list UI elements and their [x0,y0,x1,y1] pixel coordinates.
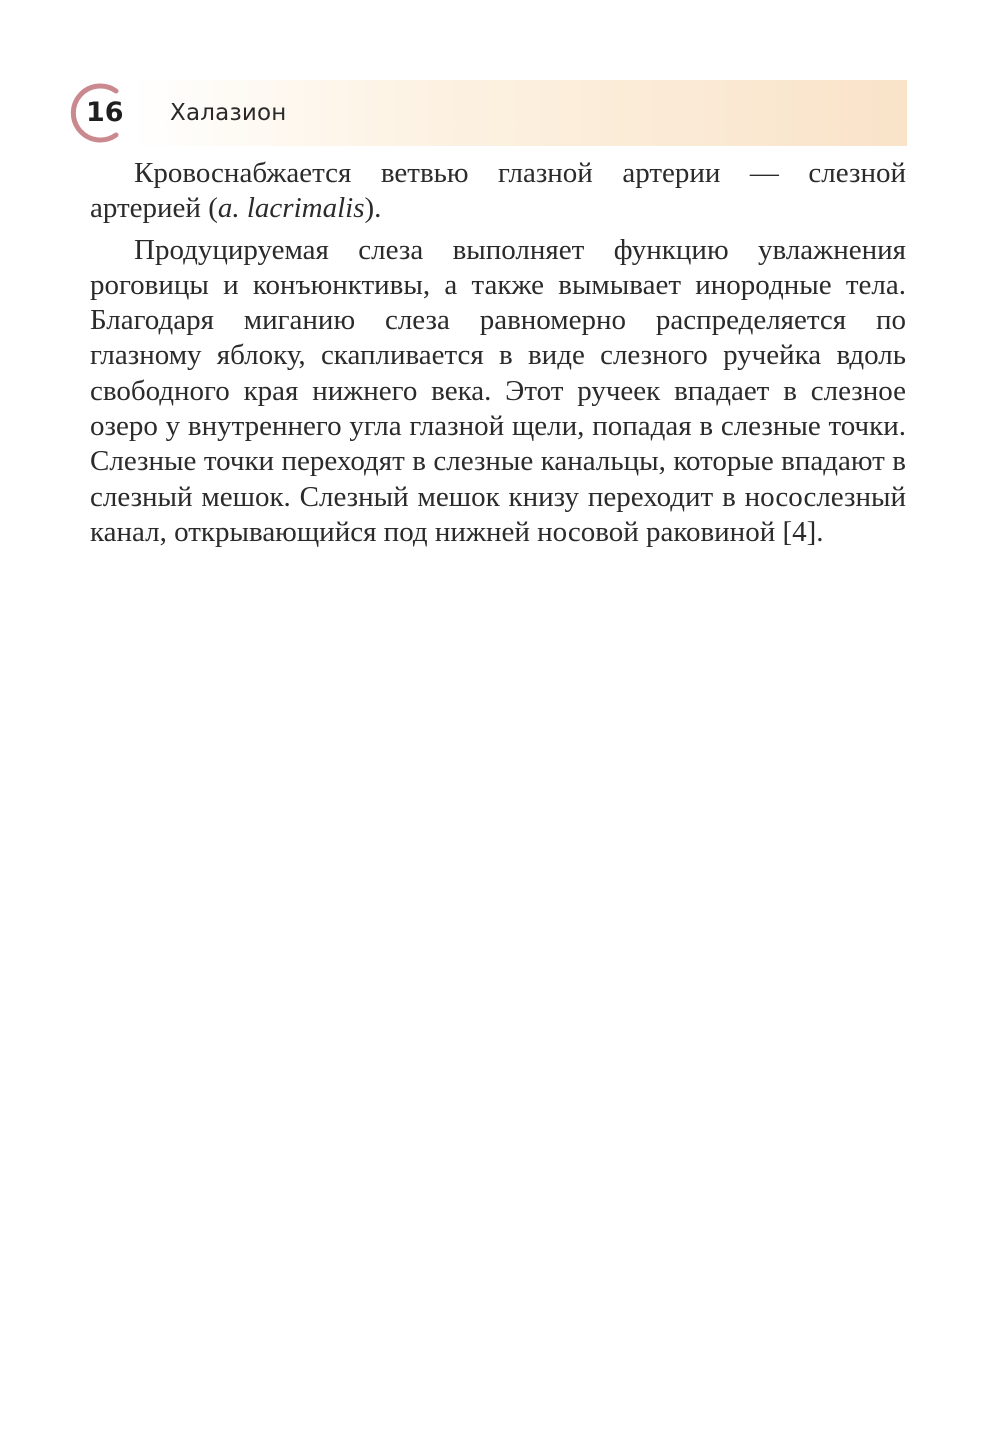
body-text [90,156,906,550]
paragraph-1-text: Кровоснабжается ветвью глазной артерии — слезной артерией ( [90,157,906,225]
paragraph-1 [90,156,906,227]
page-number-badge [66,82,128,144]
page-number: 16 [86,97,124,128]
chapter-title: Халазион [170,100,287,126]
latin-term: a. lacrimalis [217,192,365,225]
paragraph-2: Продуцируемая слеза выполняет функцию увлажнения роговицы и конъюнктивы, а также вымывает инородные тела. Благодаря миганию слеза равномерно распределяется по глазному яблоку, скапливается в виде слезного ручейка вдоль свободного края нижнего века. Этот ручеек впадает в слезное озеро у внутреннего угла глазной щели, попадая в слезные точки. Слезные точки переходят в слезные канальцы, которые впадают в слезный мешок. Слезный мешок книзу переходит в носослезный канал, открывающийся под нижней носовой раковиной [4]. [90,233,906,548]
paragraph-1-end: ). [364,192,382,225]
